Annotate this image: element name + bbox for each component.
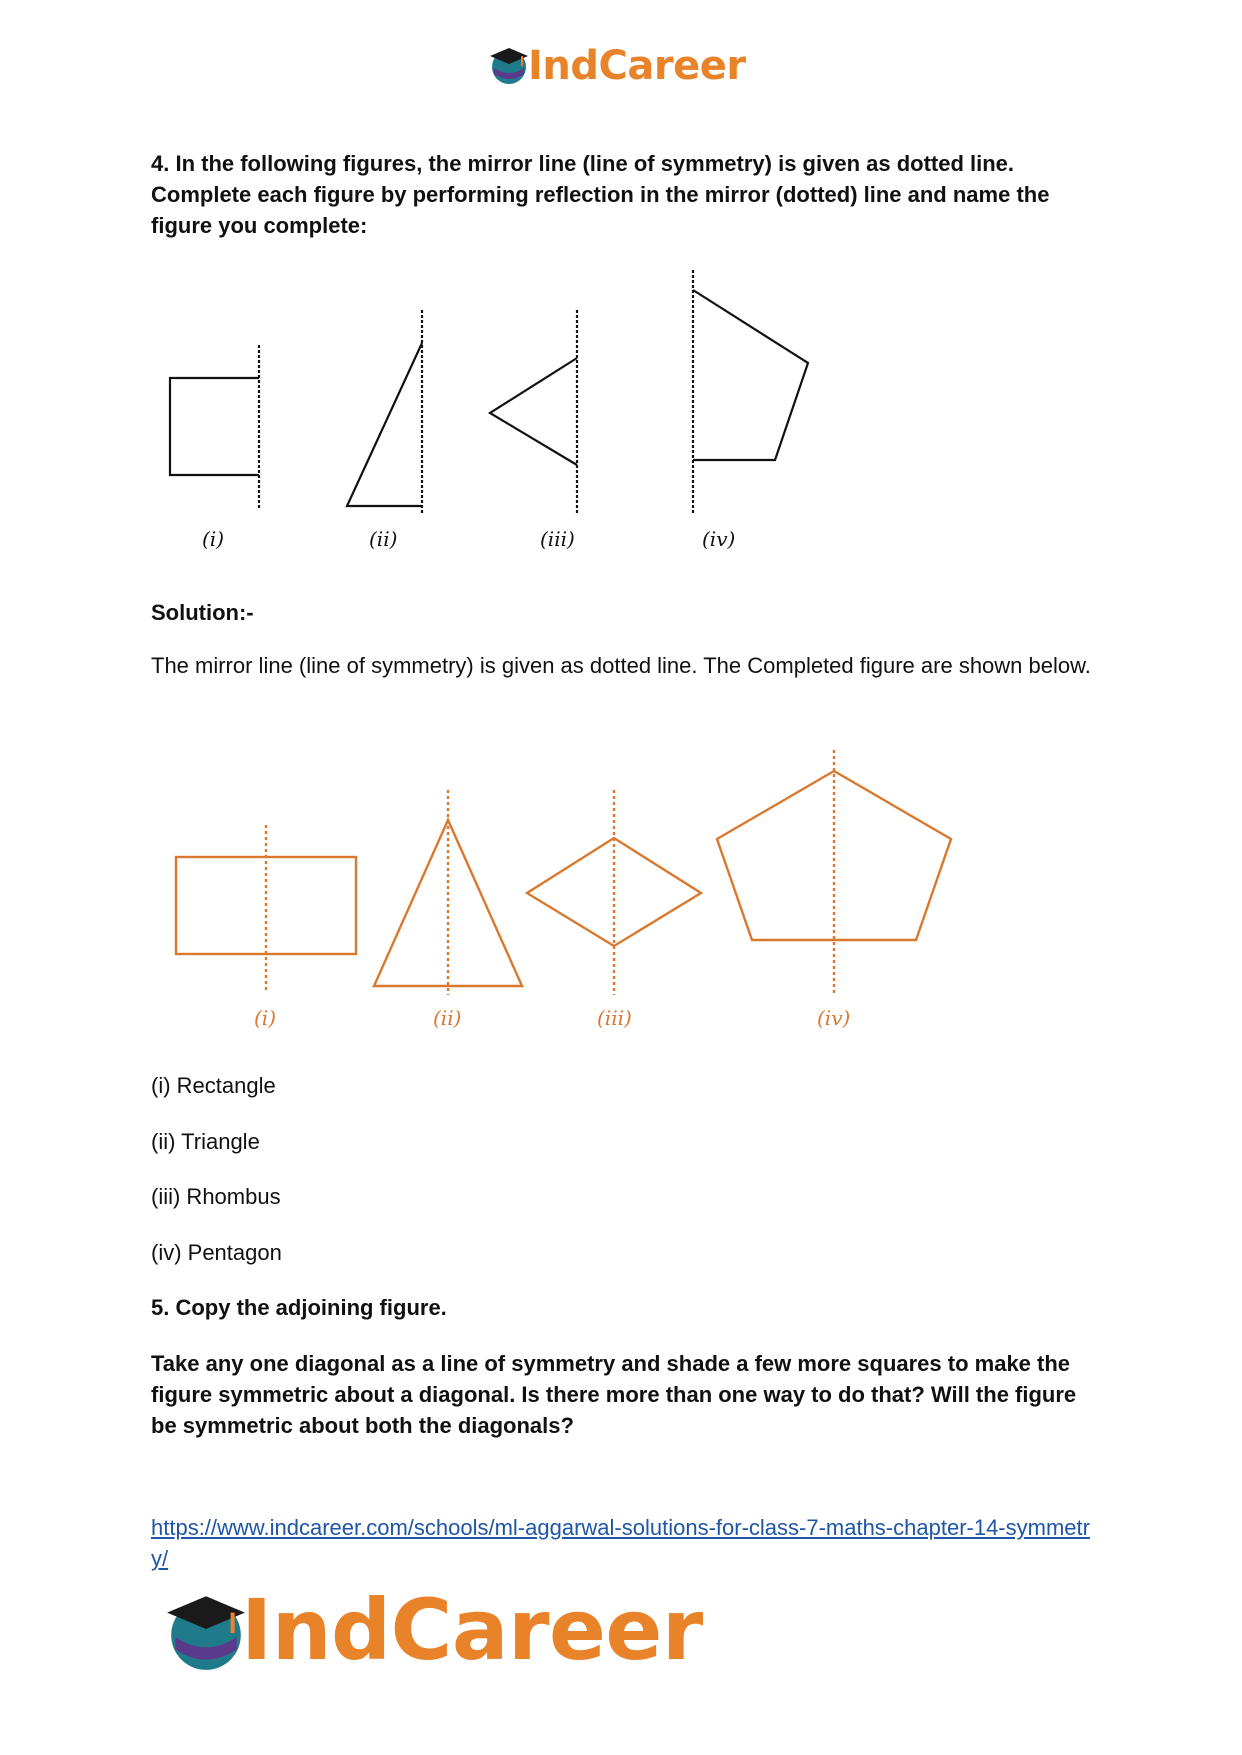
answer-iii: (iii) Rhombus [151, 1184, 281, 1209]
shape-half-triangle [347, 343, 422, 506]
question-4-text: 4. In the following figures, the mirror line (line of symmetry) is given as dotted line. Complete each figure by performing reflection in the mirror (dotted) line and name the figure you complete: [151, 151, 1050, 238]
shape-half-pentagon [693, 290, 808, 460]
header-logo-text: IndCareer [528, 43, 746, 89]
answer-i: (i) Rectangle [151, 1073, 276, 1098]
source-link[interactable]: https://www.indcareer.com/schools/ml-aggarwal-solutions-for-class-7-maths-chapter-14-symmetry/ [151, 1515, 1090, 1571]
question-figure-label-iii: (iii) [540, 527, 575, 551]
footer-logo-text: IndCareer [241, 1581, 703, 1679]
solution-figure-label-iii: (iii) [597, 1006, 632, 1030]
solution-heading: Solution:- [151, 600, 254, 625]
question-figure-label-i: (i) [202, 527, 225, 551]
question-figure-label-iv: (iv) [702, 527, 736, 551]
graduation-book-icon [163, 1588, 249, 1674]
question-5-title: 5. Copy the adjoining figure. [151, 1295, 447, 1320]
question-figures [151, 265, 851, 555]
answer-ii: (ii) Triangle [151, 1129, 260, 1154]
answer-iv: (iv) Pentagon [151, 1240, 282, 1265]
solution-figure-label-i: (i) [254, 1006, 277, 1030]
solution-figure-label-ii: (ii) [433, 1006, 462, 1030]
shape-half-rhombus [490, 358, 577, 465]
shape-half-rectangle [170, 378, 259, 475]
question-5-text: Take any one diagonal as a line of symmetry and shade a few more squares to make the figure symmetric about a diagonal. Is there more than one way to do that? Will the figure be symmetric about both the diagonals? [151, 1351, 1077, 1438]
question-figure-label-ii: (ii) [369, 527, 398, 551]
solution-figure-label-iv: (iv) [817, 1006, 851, 1030]
solution-figures [151, 745, 971, 1005]
graduation-book-icon [488, 44, 530, 86]
solution-text: The mirror line (line of symmetry) is given as dotted line. The Completed figure are shown below. [151, 653, 1091, 678]
